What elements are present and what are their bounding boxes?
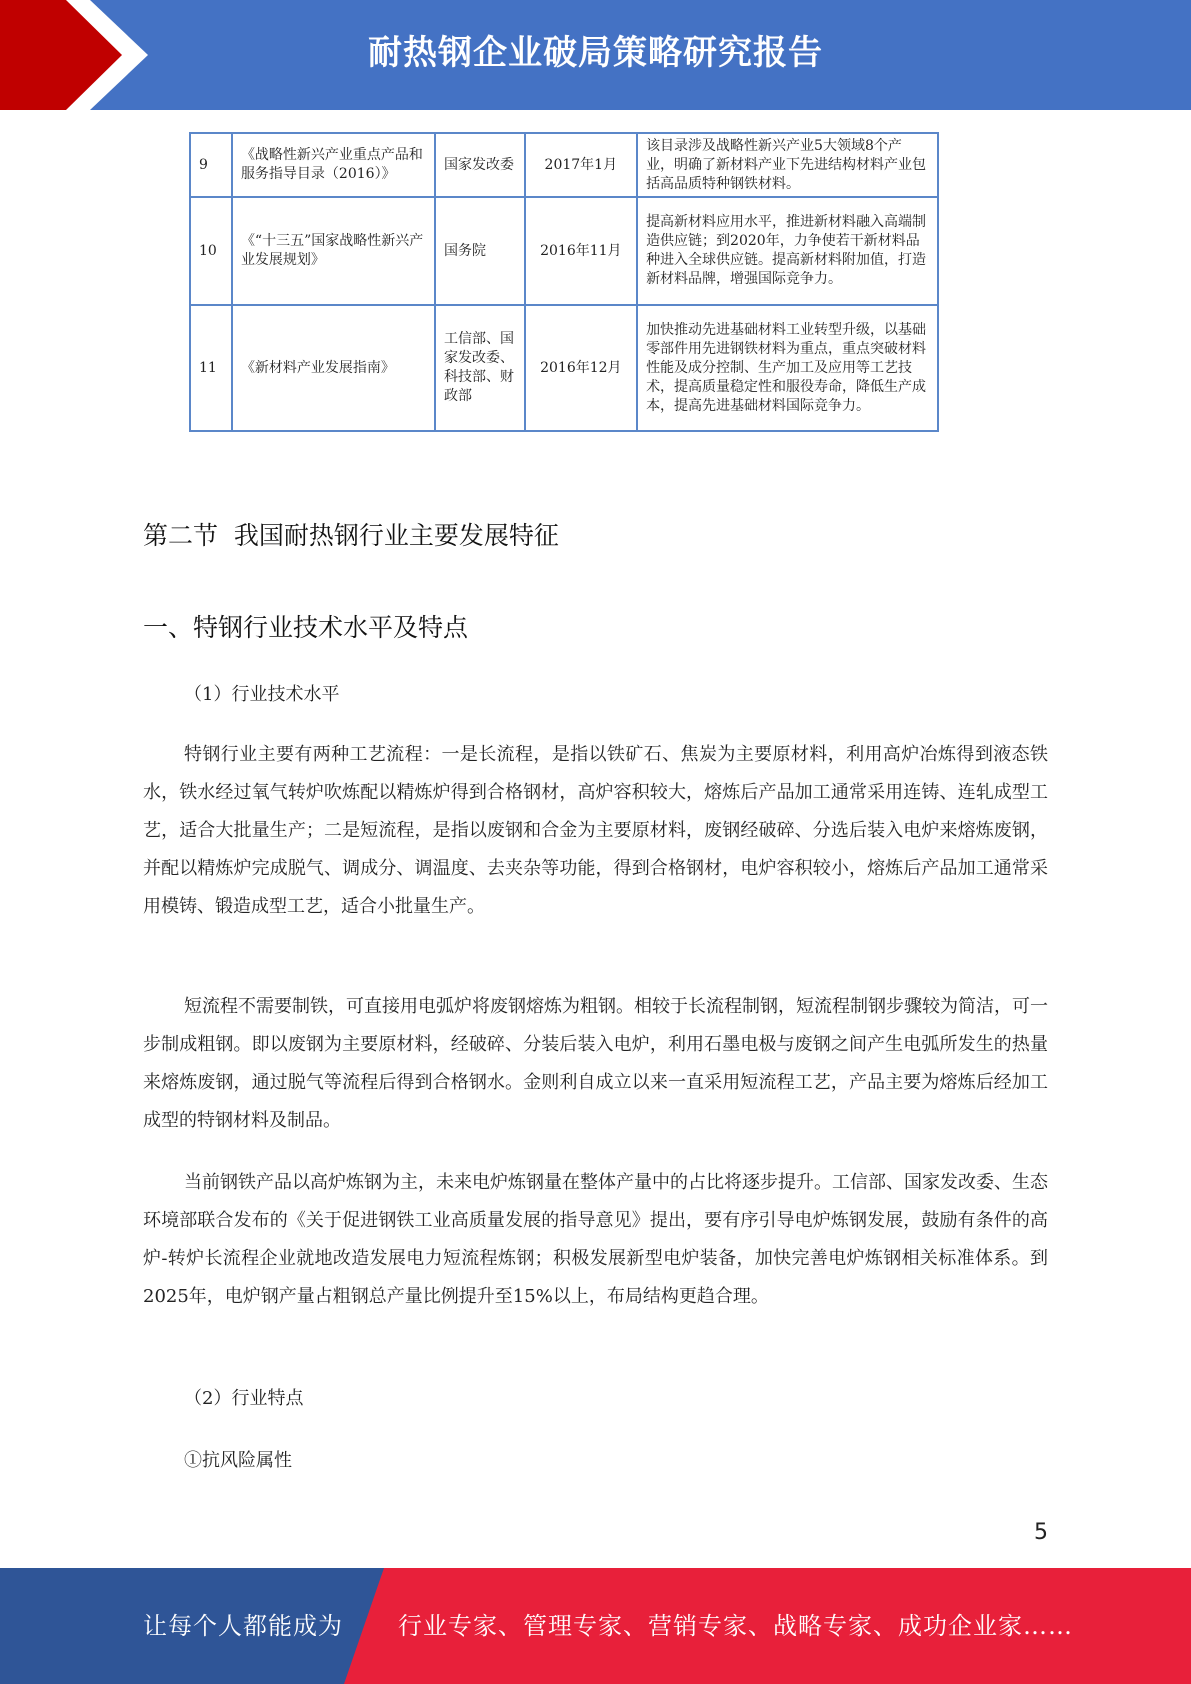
- paragraph-label: ①抗风险属性: [184, 1450, 292, 1471]
- page-number: 5: [1034, 1520, 1048, 1545]
- paragraph-label: （2）行业特点: [184, 1388, 304, 1409]
- table-cell-issuer: 国家发改委: [435, 133, 525, 197]
- table-cell-content: 加快推动先进基础材料工业转型升级，以基础零部件用先进钢铁材料为重点，重点突破材料性能及成分控制、生产加工及应用等工艺技术，提高质量稳定性和服役寿命，降低生产成本，提高先进基础材料国际竞争力。: [637, 305, 938, 431]
- footer-slogan-right: 行业专家、管理专家、营销专家、战略专家、成功企业家……: [398, 1612, 1073, 1640]
- header-title: 耐热钢企业破局策略研究报告: [368, 33, 823, 73]
- subsection-title: 一、特钢行业技术水平及特点: [143, 613, 469, 642]
- table-cell-issuer: 国务院: [435, 197, 525, 305]
- table-cell-no: 11: [190, 305, 232, 431]
- table-cell-date: 2016年12月: [525, 305, 637, 431]
- table-cell-name: 《“十三五”国家战略性新兴产业发展规划》: [232, 197, 435, 305]
- footer-slogan-left: 让每个人都能成为: [143, 1612, 343, 1640]
- body-paragraph: 短流程不需要制铁，可直接用电弧炉将废钢熔炼为粗钢。相较于长流程制钢，短流程制钢步骤较为简洁，可一步制成粗钢。即以废钢为主要原材料，经破碎、分装后装入电炉，利用石墨电极与废钢之间产生电弧所发生的热量来熔炼废钢，通过脱气等流程后得到合格钢水。金则利自成立以来一直采用短流程工艺，产品主要为熔炼后经加工成型的特钢材料及制品。: [143, 996, 1048, 1131]
- page-footer: [0, 1568, 1191, 1684]
- page-header: [0, 0, 1191, 110]
- table-cell-content: 该目录涉及战略性新兴产业5大领域8个产业，明确了新材料产业下先进结构材料产业包括高品质特种钢铁材料。: [637, 133, 938, 197]
- table-cell-date: 2017年1月: [525, 133, 637, 197]
- paragraph-label: （1）行业技术水平: [184, 684, 340, 705]
- body-paragraph: 当前钢铁产品以高炉炼钢为主，未来电炉炼钢量在整体产量中的占比将逐步提升。工信部、国家发改委、生态环境部联合发布的《关于促进钢铁工业高质量发展的指导意见》提出，要有序引导电炉炼钢发展，鼓励有条件的高炉-转炉长流程企业就地改造发展电力短流程炼钢；积极发展新型电炉装备，加快完善电炉炼钢相关标准体系。到2025年，电炉钢产量占粗钢总产量比例提升至15%以上，布局结构更趋合理。: [143, 1172, 1048, 1307]
- table-row: [190, 197, 938, 305]
- policy-table: [189, 132, 939, 432]
- table-row: [190, 305, 938, 431]
- table-cell-no: 9: [190, 133, 232, 197]
- table-cell-no: 10: [190, 197, 232, 305]
- table-cell-issuer: 工信部、国家发改委、科技部、财政部: [435, 305, 525, 431]
- table-row: [190, 133, 938, 197]
- body-paragraph: 特钢行业主要有两种工艺流程：一是长流程，是指以铁矿石、焦炭为主要原材料，利用高炉冶炼得到液态铁水，铁水经过氧气转炉吹炼配以精炼炉得到合格钢材，高炉容积较大，熔炼后产品加工通常采用连铸、连轧成型工艺，适合大批量生产；二是短流程，是指以废钢和合金为主要原材料，废钢经破碎、分选后装入电炉来熔炼废钢，并配以精炼炉完成脱气、调成分、调温度、去夹杂等功能，得到合格钢材，电炉容积较小，熔炼后产品加工通常采用模铸、锻造成型工艺，适合小批量生产。: [143, 744, 1048, 917]
- table-cell-name: 《战略性新兴产业重点产品和服务指导目录（2016）》: [232, 133, 435, 197]
- table-cell-content: 提高新材料应用水平，推进新材料融入高端制造供应链；到2020年，力争使若干新材料品种进入全球供应链。提高新材料附加值，打造新材料品牌，增强国际竞争力。: [637, 197, 938, 305]
- section-title: 第二节 我国耐热钢行业主要发展特征: [143, 521, 559, 550]
- table-cell-name: 《新材料产业发展指南》: [232, 305, 435, 431]
- table-cell-date: 2016年11月: [525, 197, 637, 305]
